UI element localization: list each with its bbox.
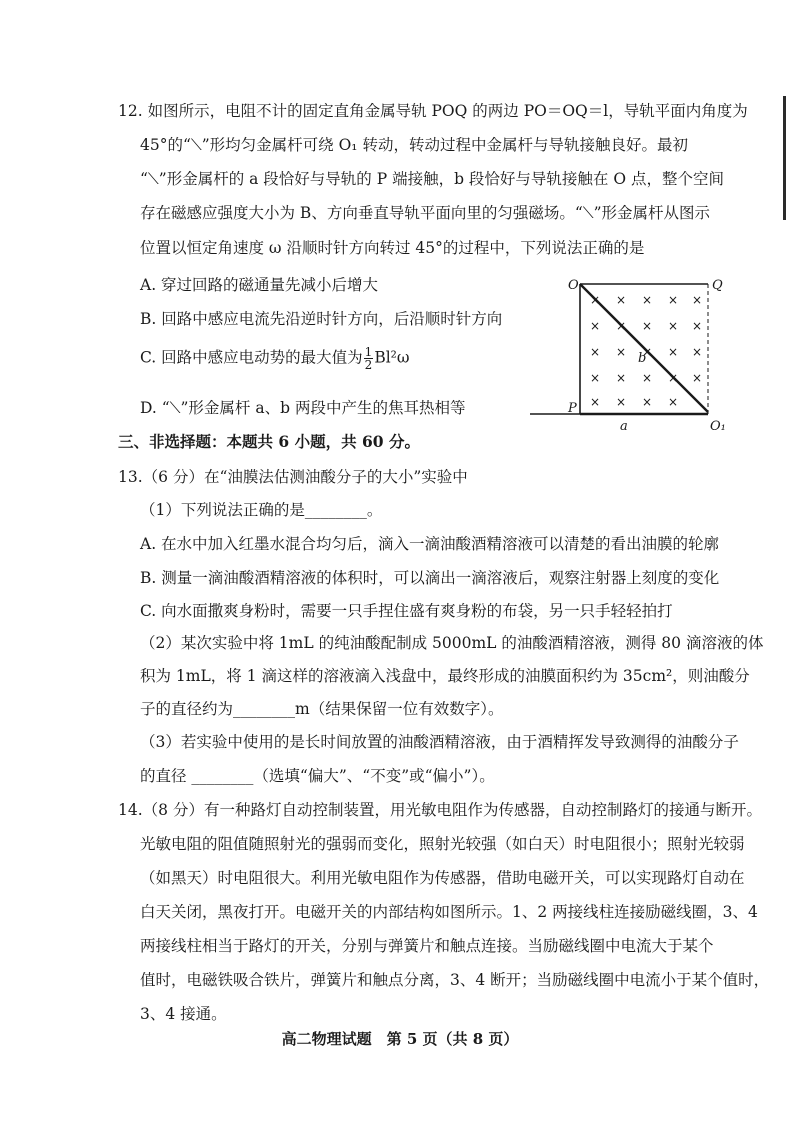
page-footer: 高二物理试题 第 5 页（共 8 页）: [281, 1030, 519, 1048]
field-cross: ×: [668, 345, 679, 359]
q12-option-d: D. “⟍”形金属杆 a、b 两段中产生的焦耳热相等: [140, 399, 466, 417]
q14-line-3: （如黑天）时电阻很大。利用光敏电阻作为传感器，借助电磁开关，可以实现路灯自动在: [140, 869, 745, 887]
q13-part2-line-2: 积为 1mL，将 1 滴这样的溶液滴入浅盘中，最终形成的油膜面积约为 35cm²，则油酸分: [140, 667, 750, 685]
q13-title: 13.（6 分）在“油膜法估测油酸分子的大小”实验中: [118, 468, 468, 486]
label-o: O: [568, 278, 579, 293]
field-cross: ×: [590, 395, 601, 409]
q13-part2-line-1: （2）某次实验中将 1mL 的纯油酸配制成 5000mL 的油酸酒精溶液，测得 80 滴溶液的体: [140, 634, 764, 652]
label-a: a: [620, 419, 628, 434]
q14-line-1: 14.（8 分）有一种路灯自动控制装置，用光敏电阻作为传感器，自动控制路灯的接通与断开。: [118, 801, 762, 819]
q13-option-a: A. 在水中加入红墨水混合均匀后，滴入一滴油酸酒精溶液可以清楚的看出油膜的轮廓: [140, 535, 720, 553]
q13-part3-line-2: 的直径 ________（选填“偏大”、“不变”或“偏小”）。: [140, 767, 495, 785]
field-cross: ×: [668, 371, 679, 385]
field-cross: ×: [692, 319, 703, 333]
label-p: P: [568, 401, 577, 416]
q13-part1: （1）下列说法正确的是________。: [140, 501, 383, 519]
field-cross: ×: [692, 345, 703, 359]
q13-option-b: B. 测量一滴油酸酒精溶液的体积时，可以滴出一滴溶液后，观察注射器上刻度的变化: [140, 569, 720, 587]
field-cross: ×: [590, 319, 601, 333]
label-b: b: [638, 351, 647, 366]
field-cross: ×: [642, 345, 653, 359]
q14-line-5: 两接线柱相当于路灯的开关，分别与弹簧片和触点连接。当励磁线圈中电流大于某个: [140, 937, 714, 955]
q12-option-c-prefix: C. 回路中感应电动势的最大值为: [140, 348, 363, 367]
field-cross: ×: [642, 319, 653, 333]
q13-part3-line-1: （3）若实验中使用的是长时间放置的油酸酒精溶液，由于酒精挥发导致测得的油酸分子: [140, 733, 739, 751]
field-cross: ×: [642, 371, 653, 385]
field-cross: ×: [590, 293, 601, 307]
q12-line-4: 存在磁感应强度大小为 B、方向垂直导轨平面向里的匀强磁场。“⟍”形金属杆从图示: [140, 204, 711, 222]
q12-option-c-fraction: [364, 346, 374, 371]
label-o1: O₁: [710, 419, 726, 434]
field-cross: ×: [590, 345, 601, 359]
field-cross: ×: [668, 395, 679, 409]
field-cross: ×: [642, 395, 653, 409]
q12-line-2: 45°的“⟍”形均匀金属杆可绕 O₁ 转动，转动过程中金属杆与导轨接触良好。最初: [140, 136, 688, 154]
field-cross: ×: [616, 293, 627, 307]
q12-line-1: 12. 如图所示，电阻不计的固定直角金属导轨 POQ 的两边 PO＝OQ＝l，导轨平面内角度为: [118, 102, 748, 120]
label-q: Q: [712, 278, 723, 293]
q12-line-3: “⟍”形金属杆的 a 段恰好与导轨的 P 端接触，b 段恰好与导轨接触在 O 点，整个空间: [140, 170, 724, 188]
q14-line-4: 白天关闭，黑夜打开。电磁开关的内部结构如图所示。1、2 两接线柱连接励磁线圈，3、4: [140, 903, 758, 921]
page-edge-mark: [783, 96, 786, 220]
q12-option-b: B. 回路中感应电流先沿逆时针方向，后沿顺时针方向: [140, 310, 503, 328]
field-cross: ×: [616, 319, 627, 333]
q12-option-c: [140, 346, 410, 371]
q13-option-c: C. 向水面撒爽身粉时，需要一只手捏住盛有爽身粉的布袋，另一只手轻轻拍打: [140, 602, 673, 620]
q12-figure: [528, 270, 760, 438]
field-cross: ×: [692, 371, 703, 385]
field-cross: ×: [692, 293, 703, 307]
field-cross: ×: [616, 395, 627, 409]
q12-option-c-suffix: Bl²ω: [374, 348, 410, 367]
q12-figure-svg: [528, 270, 760, 438]
q12-line-5: 位置以恒定角速度 ω 沿顺时针方向转过 45°的过程中，下列说法正确的是: [140, 239, 645, 257]
field-cross: ×: [616, 371, 627, 385]
q12-option-c-denominator: 2: [364, 358, 373, 372]
q14-line-2: 光敏电阻的阻值随照射光的强弱而变化，照射光较强（如白天）时电阻很小；照射光较弱: [140, 835, 745, 853]
q12-option-c-numerator: 1: [364, 345, 373, 359]
field-cross: ×: [616, 345, 627, 359]
field-cross: ×: [668, 319, 679, 333]
field-cross: ×: [590, 371, 601, 385]
section-3-heading: 三、非选择题：本题共 6 小题，共 60 分。: [118, 432, 420, 451]
q13-part2-line-3: 子的直径约为________m（结果保留一位有效数字）。: [140, 700, 504, 718]
field-cross: ×: [668, 293, 679, 307]
field-cross: ×: [642, 293, 653, 307]
q14-line-6: 值时，电磁铁吸合铁片，弹簧片和触点分离，3、4 断开；当励磁线圈中电流小于某个值时，: [140, 971, 770, 989]
q14-line-7: 3、4 接通。: [140, 1005, 227, 1023]
q12-option-a: A. 穿过回路的磁通量先减小后增大: [140, 276, 379, 294]
